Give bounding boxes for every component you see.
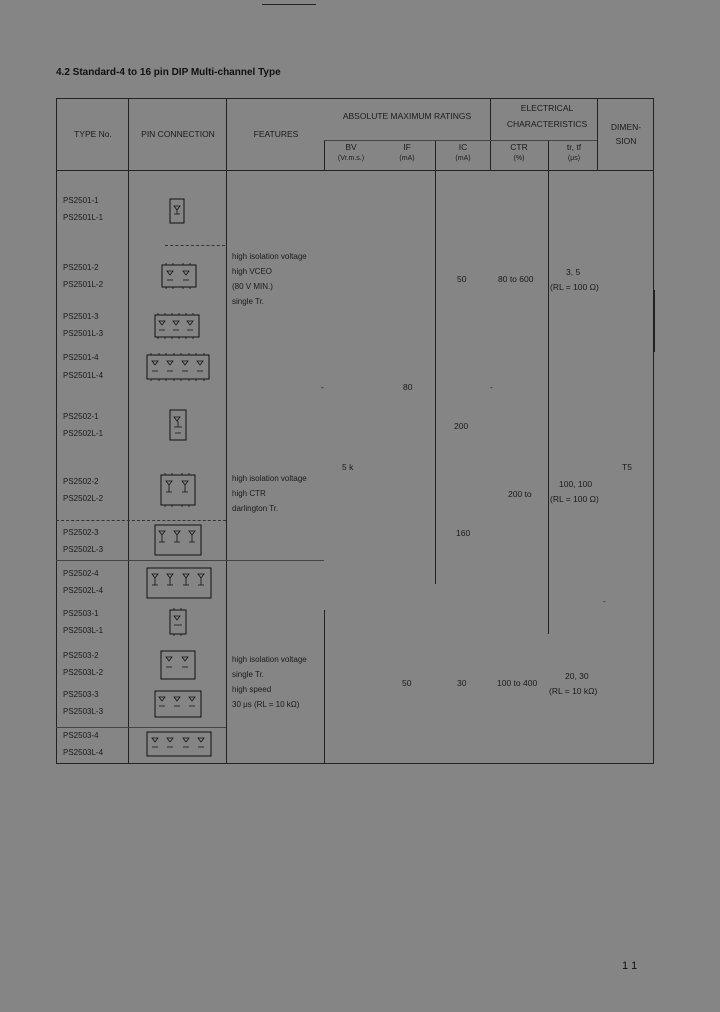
ps2502-trtf-cond: (RL = 100 Ω): [550, 494, 599, 504]
ps2501-trtf: 3, 5: [566, 267, 581, 277]
header-absolute-max-ratings: ABSOLUTE MAXIMUM RATINGS: [342, 111, 472, 121]
ps2503-ic: 30: [457, 678, 467, 688]
col-divider-ic: [435, 140, 436, 584]
type-no: PS2501-3: [63, 312, 99, 321]
page-number: 1 1: [622, 960, 638, 972]
bv-value: 5 k: [342, 462, 354, 472]
type-no: PS2501-2: [63, 263, 99, 272]
features-ps2501: [232, 249, 307, 309]
dip-4ch-highspeed-icon: [146, 729, 212, 759]
type-no: PS2501L-2: [63, 280, 104, 289]
type-no: PS2501L-1: [63, 213, 104, 222]
right-edge-mark: [653, 290, 655, 352]
header-dimension-2: SION: [615, 136, 637, 146]
ps2502-ctr: 200 to: [508, 489, 532, 499]
feature-line: darlington Tr.: [232, 504, 279, 513]
ps2501-ic: 50: [457, 274, 467, 284]
header-pin-connection: PIN CONNECTION: [141, 129, 215, 139]
col-divider-ctr: [490, 98, 491, 170]
ps2503-ctr: 100 to 400: [497, 678, 538, 688]
type-no: PS2503L-3: [63, 707, 104, 716]
header-electrical-1: ELECTRICAL: [520, 103, 574, 113]
type-no: PS2501-4: [63, 353, 99, 362]
header-ctr-unit: (%): [513, 155, 525, 162]
dimension-value: T5: [622, 462, 632, 472]
type-no: PS2503L-1: [63, 626, 104, 635]
if-value: 80: [403, 382, 413, 392]
type-no: PS2503L-2: [63, 668, 104, 677]
feature-line: high VCEO: [232, 267, 273, 276]
dip-3ch-highspeed-icon: [154, 688, 202, 720]
dip-4ch-icon: [146, 352, 210, 382]
row-sep-4: [56, 727, 226, 728]
ps2503-trtf: 20, 30: [565, 671, 589, 681]
type-no: PS2502L-2: [63, 494, 104, 503]
type-no: PS2502-3: [63, 528, 99, 537]
dash-mark: -: [603, 596, 606, 606]
spec-table: [56, 98, 654, 764]
type-no: PS2502L-3: [63, 545, 104, 554]
header-separator: [56, 170, 654, 171]
col-divider-bv-head: [324, 140, 325, 170]
type-no: PS2502L-1: [63, 429, 104, 438]
header-dimension-1: DIMEN-: [610, 122, 642, 132]
type-no: PS2503-2: [63, 651, 99, 660]
header-electrical-2: CHARACTERISTICS: [506, 119, 588, 129]
type-no: PS2502-1: [63, 412, 99, 421]
row-sep-3: [56, 560, 226, 561]
type-no: PS2503-3: [63, 690, 99, 699]
dip-3ch-darlington-icon: [154, 522, 202, 558]
dip-2ch-highspeed-icon: [160, 648, 196, 682]
header-ic: IC: [458, 142, 468, 152]
header-trtf-unit: (μs): [567, 155, 581, 162]
header-if: IF: [403, 142, 411, 152]
type-no: PS2503L-4: [63, 748, 104, 757]
dash-mark: -: [490, 382, 493, 392]
dip-2ch-darlington-icon: [160, 472, 196, 508]
dash-mark: -: [321, 382, 324, 392]
ps2502-ic-b: 160: [456, 528, 471, 538]
header-ctr: CTR: [510, 142, 528, 152]
col-divider-bv-low: [324, 610, 325, 764]
feature-line: high isolation voltage: [232, 474, 307, 483]
header-type-no: TYPE No.: [74, 129, 112, 139]
feature-line: high isolation voltage: [232, 655, 307, 664]
col-divider-pin: [226, 98, 227, 764]
feature-line: (80 V MIN.): [232, 282, 273, 291]
dip-2ch-icon: [161, 262, 197, 290]
header-ic-unit: (mA): [455, 155, 471, 162]
feature-line: high isolation voltage: [232, 252, 307, 261]
ps2502-trtf: 100, 100: [559, 479, 593, 489]
dip-4ch-darlington-icon: [146, 565, 212, 601]
header-bv: BV: [345, 142, 357, 152]
row-sep-2: [56, 520, 226, 521]
feature-line: high speed: [232, 685, 272, 694]
header-trtf: tr, tf: [566, 142, 582, 152]
ps2503-trtf-cond: (RL = 10 kΩ): [549, 686, 598, 696]
feature-line: single Tr.: [232, 297, 265, 306]
features-ps2502: [232, 471, 307, 516]
dip-3ch-icon: [154, 312, 200, 340]
type-no: PS2503-4: [63, 731, 99, 740]
col-divider-trtf: [548, 140, 549, 634]
ps2503-if: 50: [402, 678, 412, 688]
header-features: FEATURES: [253, 129, 299, 139]
type-no: PS2501L-3: [63, 329, 104, 338]
ps2502-ic-a: 200: [454, 421, 469, 431]
type-no: PS2501-1: [63, 196, 99, 205]
type-no: PS2502-2: [63, 477, 99, 486]
header-if-unit: (mA): [399, 155, 415, 162]
dip-1ch-highspeed-icon: [169, 607, 187, 637]
type-no: PS2501L-4: [63, 371, 104, 380]
type-no: PS2502L-4: [63, 586, 104, 595]
header-sub-rule: [324, 140, 597, 141]
dip-1ch-icon: [169, 198, 185, 224]
type-no: PS2503-1: [63, 609, 99, 618]
type-no: PS2502-4: [63, 569, 99, 578]
features-ps2503: [232, 652, 307, 712]
section-title: 4.2 Standard-4 to 16 pin DIP Multi-channel Type: [56, 67, 281, 78]
ps2501-trtf-cond: (RL = 100 Ω): [550, 282, 599, 292]
top-rule: [262, 4, 316, 5]
row-sep-1: [165, 245, 225, 246]
feature-line: 30 μs (RL = 10 kΩ): [232, 700, 300, 709]
header-bv-unit: (Vr.m.s.): [337, 155, 365, 162]
row-sep-3b: [226, 560, 324, 561]
ps2501-ctr: 80 to 600: [498, 274, 534, 284]
dip-1ch-darlington-icon: [169, 409, 187, 441]
feature-line: high CTR: [232, 489, 266, 498]
col-divider-type: [128, 98, 129, 764]
feature-line: single Tr.: [232, 670, 265, 679]
